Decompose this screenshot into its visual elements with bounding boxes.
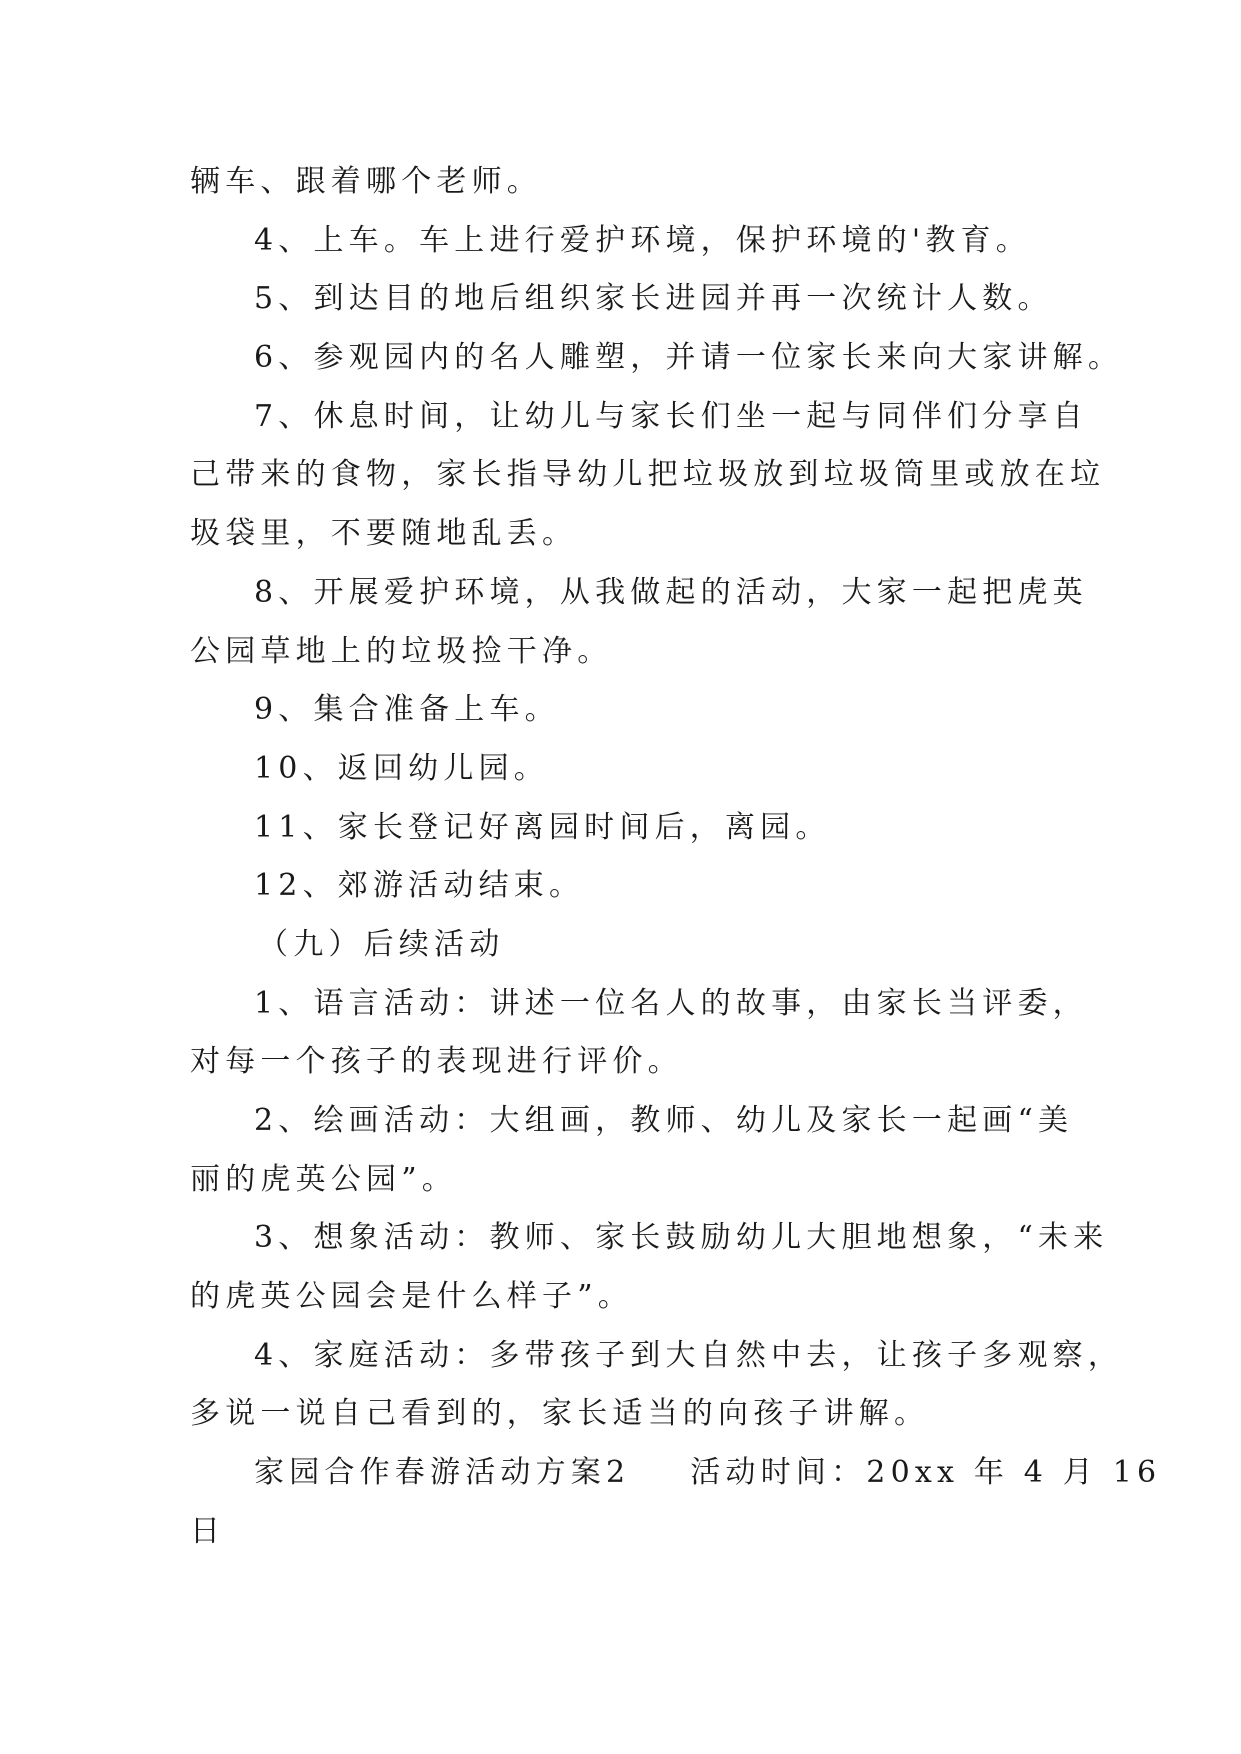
paragraph-line: 7、休息时间，让幼儿与家长们坐一起与同伴们分享自 (254, 398, 1088, 434)
paragraph-line: 10、返回幼儿园。 (254, 750, 549, 786)
paragraph-line: 6、参观园内的名人雕塑，并请一位家长来向大家讲解。 (254, 340, 1124, 376)
paragraph-line: 对每一个孩子的表现进行评价。 (190, 1044, 683, 1080)
paragraph-line: 8、开展爱护环境，从我做起的活动，大家一起把虎英 (254, 574, 1088, 610)
section-heading: （九）后续活动 (258, 926, 505, 962)
paragraph-line: 1、语言活动：讲述一位名人的故事，由家长当评委， (254, 985, 1088, 1021)
paragraph-line: 4、家庭活动：多带孩子到大自然中去，让孩子多观察， (254, 1337, 1124, 1373)
paragraph-line: 多说一说自己看到的，家长适当的向孩子讲解。 (190, 1396, 930, 1432)
paragraph-line: 辆车、跟着哪个老师。 (190, 164, 542, 199)
paragraph-line: 3、想象活动：教师、家长鼓励幼儿大胆地想象，“未来 (254, 1220, 1109, 1256)
paragraph-line: 5、到达目的地后组织家长进园并再一次统计人数。 (254, 281, 1053, 317)
paragraph-line: 公园草地上的垃圾捡干净。 (190, 633, 613, 669)
plan-title: 家园合作春游活动方案2 (254, 1455, 631, 1491)
paragraph-line: 圾袋里，不要随地乱丢。 (190, 516, 578, 552)
paragraph-line: 4、上车。车上进行爱护环境，保护环境的'教育。 (254, 222, 1031, 258)
plan-title-line (190, 1444, 1162, 1503)
paragraph-line: 丽的虎英公园”。 (190, 1161, 457, 1197)
paragraph-line: 己带来的食物，家长指导幼儿把垃圾放到垃圾筒里或放在垃 (190, 457, 1106, 493)
paragraph-line: 2、绘画活动：大组画，教师、幼儿及家长一起画“美 (254, 1103, 1074, 1138)
paragraph-line: 12、郊游活动结束。 (254, 868, 585, 904)
paragraph-line: 11、家长登记好离园时间后，离园。 (254, 809, 831, 845)
paragraph-line: 的虎英公园会是什么样子”。 (190, 1279, 633, 1315)
activity-time: 活动时间：20xx 年 4 月 16 (690, 1455, 1162, 1491)
document-body (190, 153, 1162, 1562)
paragraph-line: 9、集合准备上车。 (254, 692, 560, 728)
paragraph-line: 日 (190, 1513, 226, 1549)
